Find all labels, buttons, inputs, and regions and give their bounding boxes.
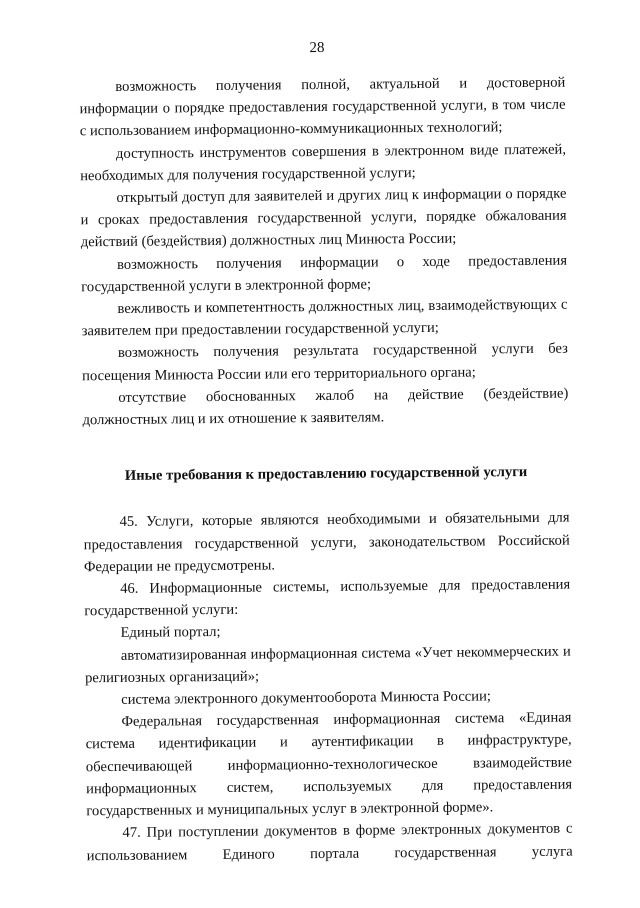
paragraph-courtesy: вежливость и компетентность должностных лиц, взаимодействующих с заявителем при предоставлении государственной услуги; [81,296,568,340]
paragraph-46: 46. Информационные системы, используемые для предоставления государственной услуги: [84,576,571,620]
paragraph-47: 47. При поступлении документов в форме электронных документов с использованием Единого портала государственная услуга [86,820,573,864]
paragraph-no-complaints: отсутствие обоснованных жалоб на действие (бездействие) должностных лиц и их отношение к заявителям. [82,385,569,429]
list-item-automated-system: автоматизированная информационная система «Учет некоммерческих и религиозных организаций»; [84,643,571,687]
list-item-single-portal: Единый портал; [120,624,221,642]
paragraph-progress-information: возможность получения информации о ходе предоставления государственной услуги в электронной форме; [81,252,568,296]
document-body [79,72,573,867]
list-item-document-flow-system: система электронного документооборота Минюста России; [121,688,491,709]
paragraph-result-without-visit: возможность получения результата государственной услуги без посещения Минюста России или его территориального органа; [82,341,568,384]
page-number: 28 [309,39,325,57]
paragraph-access-to-information: возможность получения полной, актуальной и достоверной информации о порядке предоставления государственной услуги, в том числе с использованием информационно-коммуникационных технологий; [79,74,566,140]
paragraph-45: 45. Услуги, которые являются необходимыми и обязательными для предоставления государственной услуги, законодательством Российской Федерации не предусмотрены. [83,510,570,576]
paragraph-open-access: открытый доступ для заявителей и других лиц к информации о порядке и сроках предоставления государственной услуги, порядке обжалования действий (бездействия) должностных лиц Минюста России; [80,185,567,251]
paragraph-payment-tools: доступность инструментов совершения в электронном виде платежей, необходимых для получения государственной услуги; [80,141,567,185]
list-item-federal-system: Федеральная государственная информационная система «Единая система идентификации и аутентификации в инфраструктуре, обеспечивающей информационно-технологическое взаимодействие информационных систем, используемых для предоставления государственных и муниципальных услуг в электронной форме». [85,709,573,820]
section-heading: Иные требования к предоставлению государственной услуги [124,464,528,485]
